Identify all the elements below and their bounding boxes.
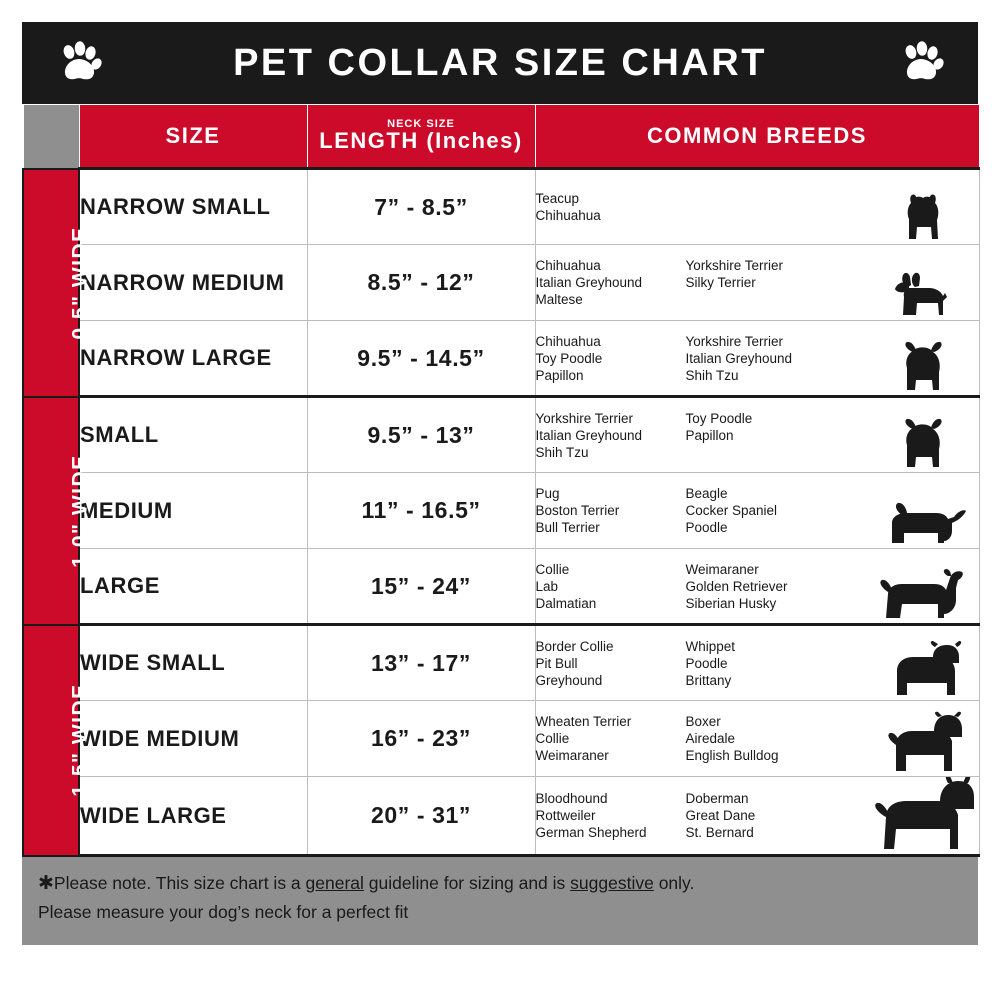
table-row <box>23 549 979 625</box>
table-row <box>23 169 979 245</box>
boxer-silhouette <box>869 701 979 776</box>
cell-length: 13” - 17” <box>307 625 535 701</box>
breed-column-right <box>686 257 836 308</box>
cell-breeds <box>535 169 979 245</box>
chihuahua-silhouette <box>869 245 979 320</box>
chart-header <box>22 22 978 104</box>
breed-item: Siberian Husky <box>685 595 777 611</box>
breed-item: Shih Tzu <box>535 444 589 460</box>
breed-item: Bloodhound <box>535 791 608 806</box>
footer-line-1 <box>38 869 962 898</box>
cell-length: 15” - 24” <box>307 549 535 625</box>
size-table <box>22 104 980 857</box>
cell-size: SMALL <box>79 397 307 473</box>
cell-size: WIDE SMALL <box>79 625 307 701</box>
breed-item: English Bulldog <box>685 748 779 763</box>
paw-icon <box>56 40 102 86</box>
breed-item: Poodle <box>685 520 728 535</box>
doberman-silhouette <box>869 777 979 854</box>
cell-length: 20” - 31” <box>307 777 535 856</box>
asterisk-icon: ✱ <box>38 873 54 894</box>
breed-item: Border Collie <box>535 638 614 654</box>
breed-item: Yorkshire Terrier <box>685 333 784 349</box>
breed-item: Collie <box>535 561 570 577</box>
breed-item: Shih Tzu <box>685 367 739 383</box>
header-cell-blank <box>23 105 79 169</box>
group-label-text: 1.5" WIDE <box>68 683 92 797</box>
cell-length: 11” - 16.5” <box>307 473 535 549</box>
breed-item: Bull Terrier <box>535 520 600 535</box>
breed-column-right <box>686 790 836 841</box>
breed-column-left <box>536 333 686 384</box>
breed-item: Chihuahua <box>535 208 601 223</box>
breed-item: Yorkshire Terrier <box>685 258 784 273</box>
breed-item: Wheaten Terrier <box>535 714 632 729</box>
footer-underline-suggestive: suggestive <box>570 873 654 893</box>
cell-size: LARGE <box>79 549 307 625</box>
cell-length: 7” - 8.5” <box>307 169 535 245</box>
breed-item: Lab <box>535 578 559 594</box>
table-row <box>23 701 979 777</box>
cell-size: MEDIUM <box>79 473 307 549</box>
cell-breeds <box>535 473 979 549</box>
breed-item: Greyhound <box>535 672 603 688</box>
breed-column-left <box>536 790 686 841</box>
breed-column-right <box>686 190 836 224</box>
group-label-0-5-wide <box>23 169 92 397</box>
breed-column-right <box>686 485 836 536</box>
group-label-1-5-wide <box>23 625 92 856</box>
table-row <box>23 397 979 473</box>
breed-column-left <box>536 713 686 764</box>
breed-item: Doberman <box>685 791 749 806</box>
breed-item: German Shepherd <box>535 825 647 840</box>
table-row <box>23 625 979 701</box>
breed-item: Chihuahua <box>535 333 601 349</box>
breed-item: Italian Greyhound <box>685 350 793 366</box>
cell-size: NARROW SMALL <box>79 169 307 245</box>
breed-column-left <box>536 257 686 308</box>
breed-item: Collie <box>535 731 570 746</box>
breed-item: Pug <box>535 486 560 501</box>
table-row <box>23 245 979 321</box>
breed-item: Boxer <box>685 714 721 729</box>
cell-length: 9.5” - 14.5” <box>307 321 535 397</box>
breed-item: Beagle <box>685 486 728 501</box>
papillon-silhouette <box>869 398 979 472</box>
breed-item: Toy Poodle <box>535 350 603 366</box>
cell-size: NARROW MEDIUM <box>79 245 307 321</box>
breed-item: Dalmatian <box>535 595 597 611</box>
breed-item: Silky Terrier <box>685 275 756 290</box>
breed-item: Boston Terrier <box>535 503 620 518</box>
cell-breeds <box>535 245 979 321</box>
paw-icon <box>898 40 944 86</box>
breed-item: Cocker Spaniel <box>685 503 778 518</box>
footer-underline-general: general <box>305 873 364 893</box>
header-length-sublabel: NECK SIZE <box>387 118 455 130</box>
breed-column-right <box>686 713 836 764</box>
breed-item: Whippet <box>685 638 736 654</box>
table-row <box>23 473 979 549</box>
breed-column-right <box>686 638 836 689</box>
table-row <box>23 777 979 856</box>
cell-breeds <box>535 625 979 701</box>
page-title: PET COLLAR SIZE CHART <box>233 41 767 84</box>
cell-length: 8.5” - 12” <box>307 245 535 321</box>
breed-item: Pit Bull <box>535 655 578 671</box>
cell-breeds <box>535 549 979 625</box>
breed-column-left <box>536 638 686 689</box>
cell-breeds <box>535 321 979 397</box>
header-size-label: SIZE <box>165 123 221 148</box>
cell-size: WIDE LARGE <box>79 777 307 856</box>
breed-item: Toy Poodle <box>685 410 753 426</box>
breed-item: Yorkshire Terrier <box>535 410 634 426</box>
breed-item: Poodle <box>685 655 728 671</box>
breed-item: Maltese <box>535 292 583 307</box>
cell-size: WIDE MEDIUM <box>79 701 307 777</box>
header-breeds-label: COMMON BREEDS <box>647 123 867 148</box>
breed-item: Papillon <box>685 427 734 443</box>
breed-item: Brittany <box>685 672 732 688</box>
header-length-label: LENGTH (Inches) <box>319 128 523 153</box>
cell-length: 16” - 23” <box>307 701 535 777</box>
breed-item: Papillon <box>535 367 584 383</box>
bulldog-silhouette <box>869 626 979 700</box>
group-label-text: 0.5" WIDE <box>68 225 92 340</box>
papillon-silhouette <box>869 321 979 395</box>
footer-text-c: only. <box>653 873 695 893</box>
header-cell-length <box>307 105 535 169</box>
yorkie-silhouette <box>869 170 979 244</box>
group-label-1-0-wide <box>23 397 92 625</box>
header-cell-breeds <box>535 105 979 169</box>
breed-column-right <box>686 561 836 612</box>
cell-breeds <box>535 397 979 473</box>
footer-text-b: guideline for sizing and is <box>363 873 571 893</box>
beagle-silhouette <box>869 473 979 548</box>
breed-item: Weimaraner <box>685 561 759 577</box>
header-cell-size <box>79 105 307 169</box>
table-row <box>23 321 979 397</box>
table-header-row <box>23 105 979 169</box>
breed-item: Italian Greyhound <box>535 275 643 290</box>
breed-item: Airedale <box>685 731 736 746</box>
cell-breeds <box>535 777 979 856</box>
footer-line-2: Please measure your dog’s neck for a perfect fit <box>38 902 409 922</box>
retriever-silhouette <box>869 549 979 623</box>
breed-column-left <box>536 190 686 224</box>
breed-column-right <box>686 410 836 461</box>
breed-item: Great Dane <box>685 808 756 823</box>
footer-text-a: Please note. This size chart is a <box>53 873 306 893</box>
breed-column-left <box>536 561 686 612</box>
breed-item: St. Bernard <box>685 825 754 840</box>
breed-item: Weimaraner <box>535 748 609 763</box>
breed-item: Teacup <box>535 191 580 206</box>
breed-column-right <box>686 333 836 384</box>
cell-size: NARROW LARGE <box>79 321 307 397</box>
breed-column-left <box>536 410 686 461</box>
breed-item: Rottweiler <box>535 808 596 823</box>
breed-item: Chihuahua <box>535 258 601 273</box>
breed-column-left <box>536 485 686 536</box>
footer-note <box>22 857 978 945</box>
breed-item: Italian Greyhound <box>535 427 643 443</box>
cell-breeds <box>535 701 979 777</box>
breed-item: Golden Retriever <box>685 578 788 594</box>
cell-length: 9.5” - 13” <box>307 397 535 473</box>
group-label-text: 1.0" WIDE <box>68 453 92 568</box>
